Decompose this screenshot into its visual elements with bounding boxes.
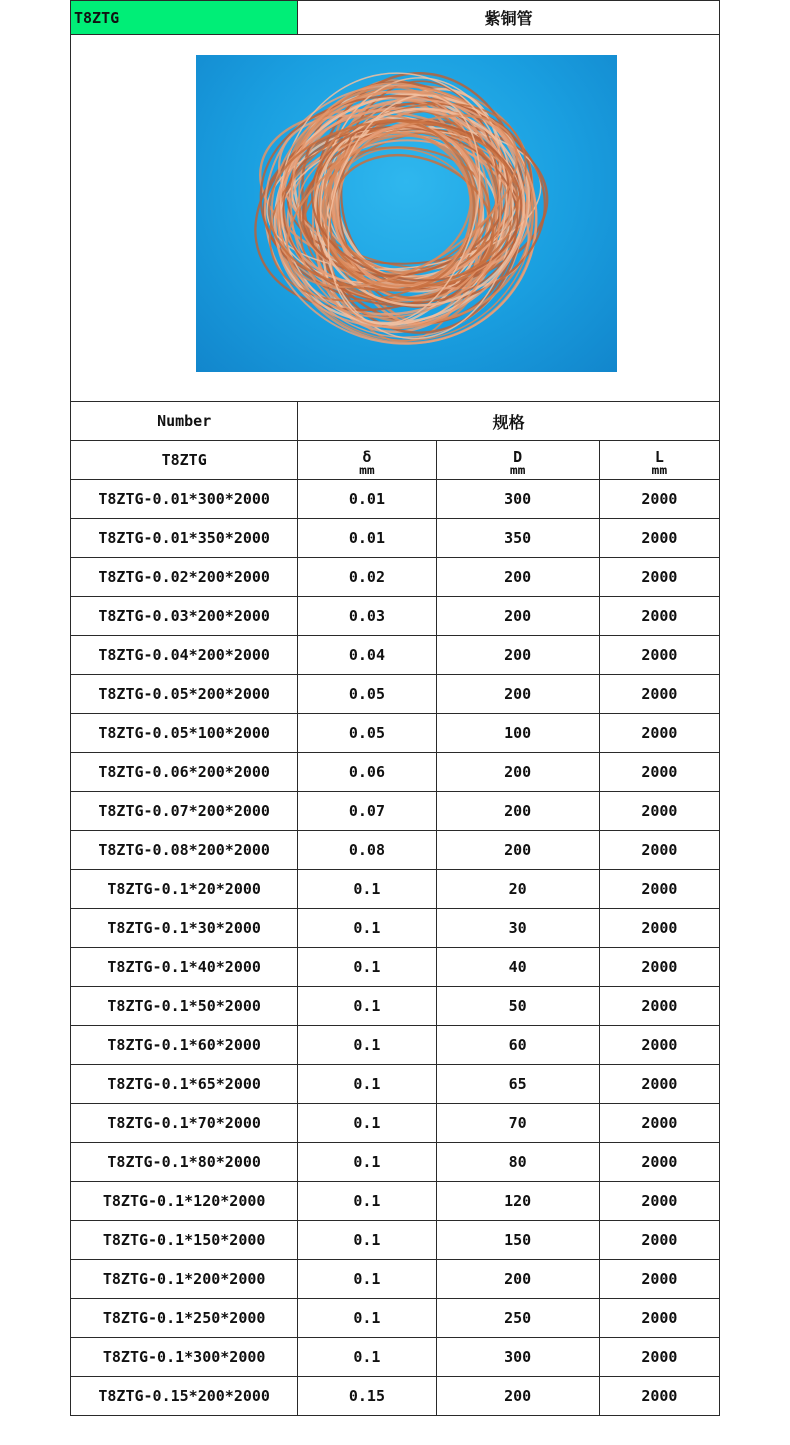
number-cell: T8ZTG-0.1*60*2000 (71, 1026, 298, 1065)
delta-cell: 0.01 (298, 519, 436, 558)
delta-cell: 0.06 (298, 753, 436, 792)
l-symbol: L (654, 447, 664, 466)
table-row (71, 987, 720, 1026)
number-cell: T8ZTG-0.03*200*2000 (71, 597, 298, 636)
subheader-row (71, 441, 720, 480)
l-cell: 2000 (599, 1221, 719, 1260)
number-cell: T8ZTG-0.1*200*2000 (71, 1260, 298, 1299)
d-cell: 200 (436, 675, 599, 714)
number-cell: T8ZTG-0.1*150*2000 (71, 1221, 298, 1260)
copper-coil-image (196, 55, 617, 372)
delta-cell: 0.1 (298, 987, 436, 1026)
l-cell: 2000 (599, 792, 719, 831)
number-cell: T8ZTG-0.1*120*2000 (71, 1182, 298, 1221)
table-row (71, 792, 720, 831)
number-cell: T8ZTG-0.1*50*2000 (71, 987, 298, 1026)
table-row (71, 1143, 720, 1182)
d-cell: 200 (436, 558, 599, 597)
delta-cell: 0.05 (298, 714, 436, 753)
l-cell: 2000 (599, 1182, 719, 1221)
table-row (71, 636, 720, 675)
spec-table (70, 0, 720, 1416)
table-row (71, 558, 720, 597)
product-code: T8ZTG (71, 1, 298, 35)
l-cell: 2000 (599, 1065, 719, 1104)
delta-cell: 0.1 (298, 1338, 436, 1377)
d-cell: 50 (436, 987, 599, 1026)
l-cell: 2000 (599, 1143, 719, 1182)
l-cell: 2000 (599, 1026, 719, 1065)
d-cell: 70 (436, 1104, 599, 1143)
d-cell: 120 (436, 1182, 599, 1221)
d-cell: 30 (436, 909, 599, 948)
delta-cell: 0.1 (298, 1065, 436, 1104)
table-row (71, 675, 720, 714)
d-symbol: D (513, 447, 523, 466)
l-cell: 2000 (599, 1260, 719, 1299)
d-cell: 200 (436, 636, 599, 675)
delta-cell: 0.1 (298, 1260, 436, 1299)
delta-cell: 0.1 (298, 948, 436, 987)
number-cell: T8ZTG-0.06*200*2000 (71, 753, 298, 792)
number-cell: T8ZTG-0.05*100*2000 (71, 714, 298, 753)
table-row (71, 1182, 720, 1221)
number-cell: T8ZTG-0.08*200*2000 (71, 831, 298, 870)
l-cell: 2000 (599, 636, 719, 675)
l-cell: 2000 (599, 1299, 719, 1338)
header-row (71, 402, 720, 441)
table-row (71, 909, 720, 948)
number-cell: T8ZTG-0.1*20*2000 (71, 870, 298, 909)
l-cell: 2000 (599, 1338, 719, 1377)
delta-cell: 0.05 (298, 675, 436, 714)
d-cell: 200 (436, 831, 599, 870)
delta-cell: 0.1 (298, 870, 436, 909)
l-cell: 2000 (599, 987, 719, 1026)
l-cell: 2000 (599, 831, 719, 870)
l-cell: 2000 (599, 714, 719, 753)
delta-cell: 0.1 (298, 1143, 436, 1182)
d-cell: 20 (436, 870, 599, 909)
number-cell: T8ZTG-0.01*300*2000 (71, 480, 298, 519)
d-cell: 250 (436, 1299, 599, 1338)
number-cell: T8ZTG-0.1*40*2000 (71, 948, 298, 987)
table-row (71, 1065, 720, 1104)
d-cell: 100 (436, 714, 599, 753)
table-row (71, 1104, 720, 1143)
number-cell: T8ZTG-0.05*200*2000 (71, 675, 298, 714)
d-cell: 300 (436, 480, 599, 519)
product-photo (196, 55, 617, 372)
number-cell: T8ZTG-0.15*200*2000 (71, 1377, 298, 1416)
delta-cell: 0.04 (298, 636, 436, 675)
number-cell: T8ZTG-0.1*70*2000 (71, 1104, 298, 1143)
product-name: 紫铜管 (298, 1, 720, 35)
table-row (71, 1299, 720, 1338)
table-row (71, 1338, 720, 1377)
d-cell: 300 (436, 1338, 599, 1377)
d-cell: 350 (436, 519, 599, 558)
l-cell: 2000 (599, 1104, 719, 1143)
image-row (71, 35, 720, 402)
delta-column-header (298, 441, 436, 480)
table-row (71, 519, 720, 558)
l-cell: 2000 (599, 558, 719, 597)
l-cell: 2000 (599, 519, 719, 558)
table-row (71, 948, 720, 987)
delta-cell: 0.02 (298, 558, 436, 597)
table-row (71, 1377, 720, 1416)
table-row (71, 870, 720, 909)
l-cell: 2000 (599, 675, 719, 714)
delta-cell: 0.15 (298, 1377, 436, 1416)
delta-cell: 0.1 (298, 1221, 436, 1260)
l-cell: 2000 (599, 1377, 719, 1416)
number-header: Number (71, 402, 298, 441)
l-cell: 2000 (599, 480, 719, 519)
d-cell: 200 (436, 792, 599, 831)
number-cell: T8ZTG-0.1*250*2000 (71, 1299, 298, 1338)
d-cell: 200 (436, 597, 599, 636)
delta-cell: 0.01 (298, 480, 436, 519)
table-row (71, 597, 720, 636)
d-unit: mm (509, 464, 526, 474)
d-cell: 60 (436, 1026, 599, 1065)
delta-cell: 0.1 (298, 1299, 436, 1338)
delta-cell: 0.1 (298, 1182, 436, 1221)
delta-symbol: δ (362, 447, 372, 466)
table-row (71, 1026, 720, 1065)
number-cell: T8ZTG-0.02*200*2000 (71, 558, 298, 597)
spec-sheet (70, 0, 720, 1416)
number-cell: T8ZTG-0.1*30*2000 (71, 909, 298, 948)
delta-unit: mm (359, 464, 375, 474)
l-cell: 2000 (599, 597, 719, 636)
delta-cell: 0.03 (298, 597, 436, 636)
l-cell: 2000 (599, 753, 719, 792)
delta-cell: 0.07 (298, 792, 436, 831)
title-row (71, 1, 720, 35)
spec-header: 规格 (298, 402, 720, 441)
l-cell: 2000 (599, 870, 719, 909)
delta-cell: 0.1 (298, 909, 436, 948)
d-cell: 65 (436, 1065, 599, 1104)
table-row (71, 480, 720, 519)
d-cell: 40 (436, 948, 599, 987)
series-code: T8ZTG (71, 441, 298, 480)
table-row (71, 714, 720, 753)
number-cell: T8ZTG-0.04*200*2000 (71, 636, 298, 675)
number-cell: T8ZTG-0.1*65*2000 (71, 1065, 298, 1104)
d-cell: 200 (436, 1377, 599, 1416)
l-cell: 2000 (599, 948, 719, 987)
table-row (71, 753, 720, 792)
d-cell: 200 (436, 753, 599, 792)
image-cell (71, 35, 720, 402)
d-cell: 200 (436, 1260, 599, 1299)
l-cell: 2000 (599, 909, 719, 948)
l-column-header (599, 441, 719, 480)
d-column-header (436, 441, 599, 480)
number-cell: T8ZTG-0.1*80*2000 (71, 1143, 298, 1182)
number-cell: T8ZTG-0.1*300*2000 (71, 1338, 298, 1377)
table-row (71, 831, 720, 870)
delta-cell: 0.1 (298, 1026, 436, 1065)
d-cell: 150 (436, 1221, 599, 1260)
l-unit: mm (651, 464, 668, 474)
table-row (71, 1260, 720, 1299)
number-cell: T8ZTG-0.01*350*2000 (71, 519, 298, 558)
d-cell: 80 (436, 1143, 599, 1182)
delta-cell: 0.08 (298, 831, 436, 870)
table-row (71, 1221, 720, 1260)
number-cell: T8ZTG-0.07*200*2000 (71, 792, 298, 831)
delta-cell: 0.1 (298, 1104, 436, 1143)
